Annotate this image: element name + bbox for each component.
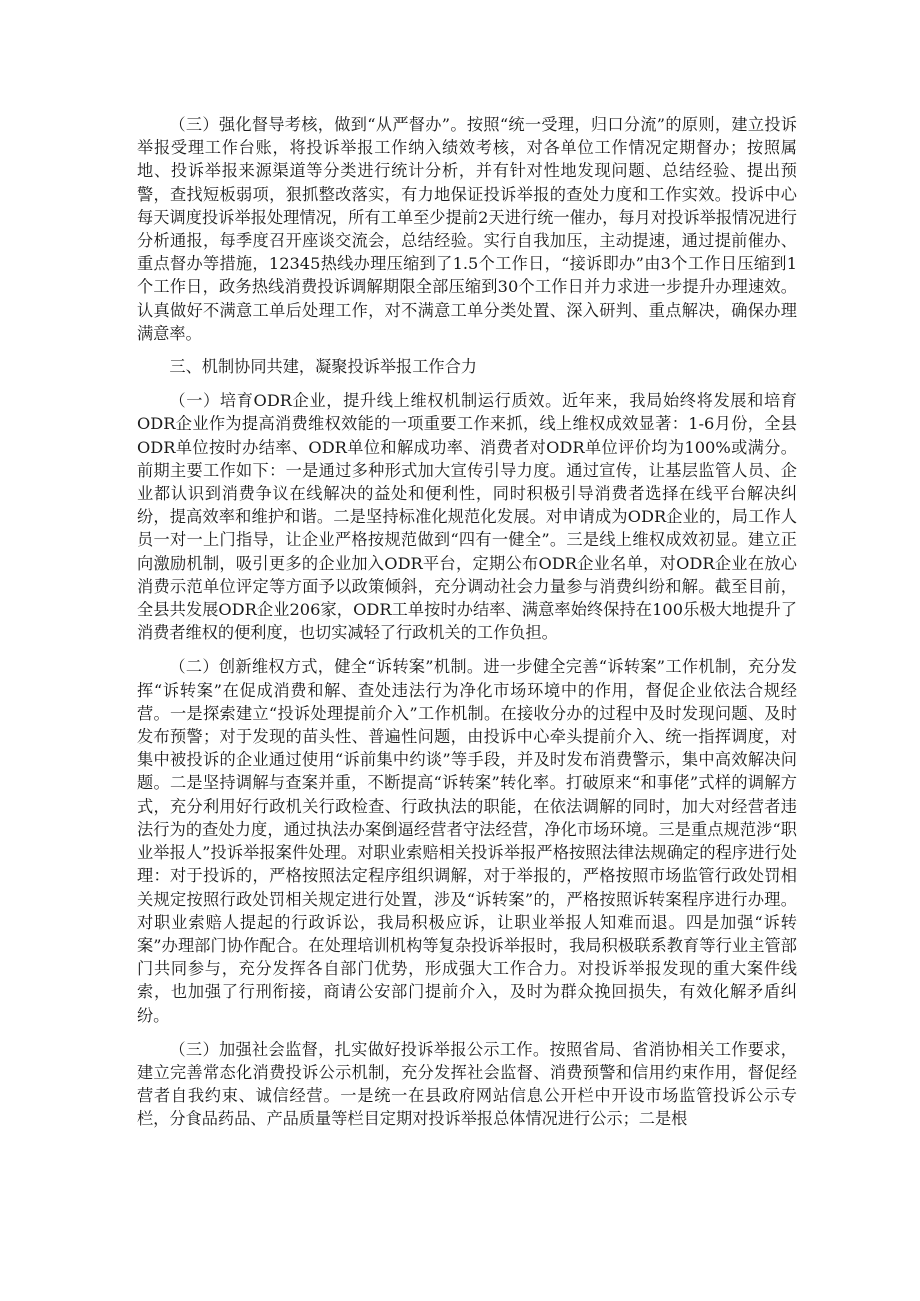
paragraph-complaint-to-case: （二）创新维权方式，健全“诉转案”机制。进一步健全完善“诉转案”工作机制，充分发挥“诉转案”在促成消费和解、查处违法行为净化市场环境中的作用，督促企业依法合规经营。一是探索建立“投诉处理提前介入”工作机制。在接收分办的过程中及时发现问题、及时发布预警；对于发现的苗头性、普遍性问题，由投诉中心牵头提前介入、统一指挥调度，对集中被投诉的企业通过使用“诉前集中约谈”等手段，并及时发布消费警示，集中高效解决问题。二是坚持调解与查案并重，不断提高“诉转案”转化率。打破原来“和事佬”式样的调解方式，充分利用好行政机关行政检查、行政执法的职能，在依法调解的同时，加大对经营者违法行为的查处力度，通过执法办案倒逼经营者守法经营，净化市场环境。三是重点规范涉“职业举报人”投诉举报案件处理。对职业索赔相关投诉举报严格按照法律法规确定的程序进行处理：对于投诉的，严格按照法定程序组织调解，对于举报的，严格按照市场监管行政处罚相关规定按照行政处罚相关规定进行处置，涉及“诉转案”的，严格按照诉转案程序进行办理。对职业索赔人提起的行政诉讼，我局积极应诉，让职业举报人知难而退。四是加强“诉转案”办理部门协作配合。在处理培训机构等复杂投诉举报时，我局积极联系教育等行业主管部门共同参与，充分发挥各自部门优势，形成强大工作合力。对投诉举报发现的重大案件线索，也加强了行刑衔接，商请公安部门提前介入，及时为群众挽回损失，有效化解矛盾纠纷。 xyxy=(137,657,797,1025)
paragraph-public-disclosure: （三）加强社会监督，扎实做好投诉举报公示工作。按照省局、省消协相关工作要求，建立完善常态化消费投诉公示机制，充分发挥社会监督、消费预警和信用约束作用，督促经营者自我约束、诚信经营。一是统一在县政府网站信息公开栏中开设市场监管投诉公示专栏，分食品药品、产品质量等栏目定期对投诉举报总体情况进行公示；二是根 xyxy=(137,1039,797,1129)
paragraph-odr: （一）培育ODR企业，提升线上维权机制运行质效。近年来，我局始终将发展和培育ODR企业作为提高消费维权效能的一项重要工作来抓，线上维权成效显著：1-6月份，全县ODR单位按时办结率、ODR单位和解成功率、消费者对ODR单位评价均为100%或满分。前期主要工作如下：一是通过多种形式加大宣传引导力度。通过宣传，让基层监管人员、企业都认识到消费争议在线解决的益处和便利性，同时积极引导消费者选择在线平台解决纠纷，提高效率和维护和谐。二是坚持标准化规范化发展。对申请成为ODR企业的，局工作人员一对一上门指导，让企业严格按规范做到“四有一健全”。三是线上维权成效初显。建立正向激励机制，吸引更多的企业加入ODR平台，定期公布ODR企业名单，对ODR企业在放心消费示范单位评定等方面予以政策倾斜，充分调动社会力量参与消费纠纷和解。截至目前，全县共发展ODR企业206家，ODR工单按时办结率、满意率始终保持在100乐极大地提升了消费者维权的便利度，也切实减轻了行政机关的工作负担。 xyxy=(137,391,797,643)
document-body xyxy=(137,113,797,1131)
section-heading-3: 三、机制协同共建，凝聚投诉举报工作合力 xyxy=(169,357,477,377)
paragraph-supervision: （三）强化督导考核，做到“从严督办”。按照“统一受理，归口分流”的原则，建立投诉举报受理工作台账，将投诉举报工作纳入绩效考核，对各单位工作情况定期督办；按照属地、投诉举报来源渠道等分类进行统计分析，并有针对性地发现问题、总结经验、提出预警，查找短板弱项，狠抓整改落实，有力地保证投诉举报的查处力度和工作实效。投诉中心每天调度投诉举报处理情况，所有工单至少提前2天进行统一催办，每月对投诉举报情况进行分析通报，每季度召开座谈交流会，总结经验。实行自我加压，主动提速，通过提前催办、重点督办等措施，12345热线办理压缩到了1.5个工作日，“接诉即办”由3个工作日压缩到1个工作日，政务热线消费投诉调解期限全部压缩到30个工作日并力求进一步提升办理速效。认真做好不满意工单后处理工作，对不满意工单分类处置、深入研判、重点解决，确保办理满意率。 xyxy=(137,115,797,343)
